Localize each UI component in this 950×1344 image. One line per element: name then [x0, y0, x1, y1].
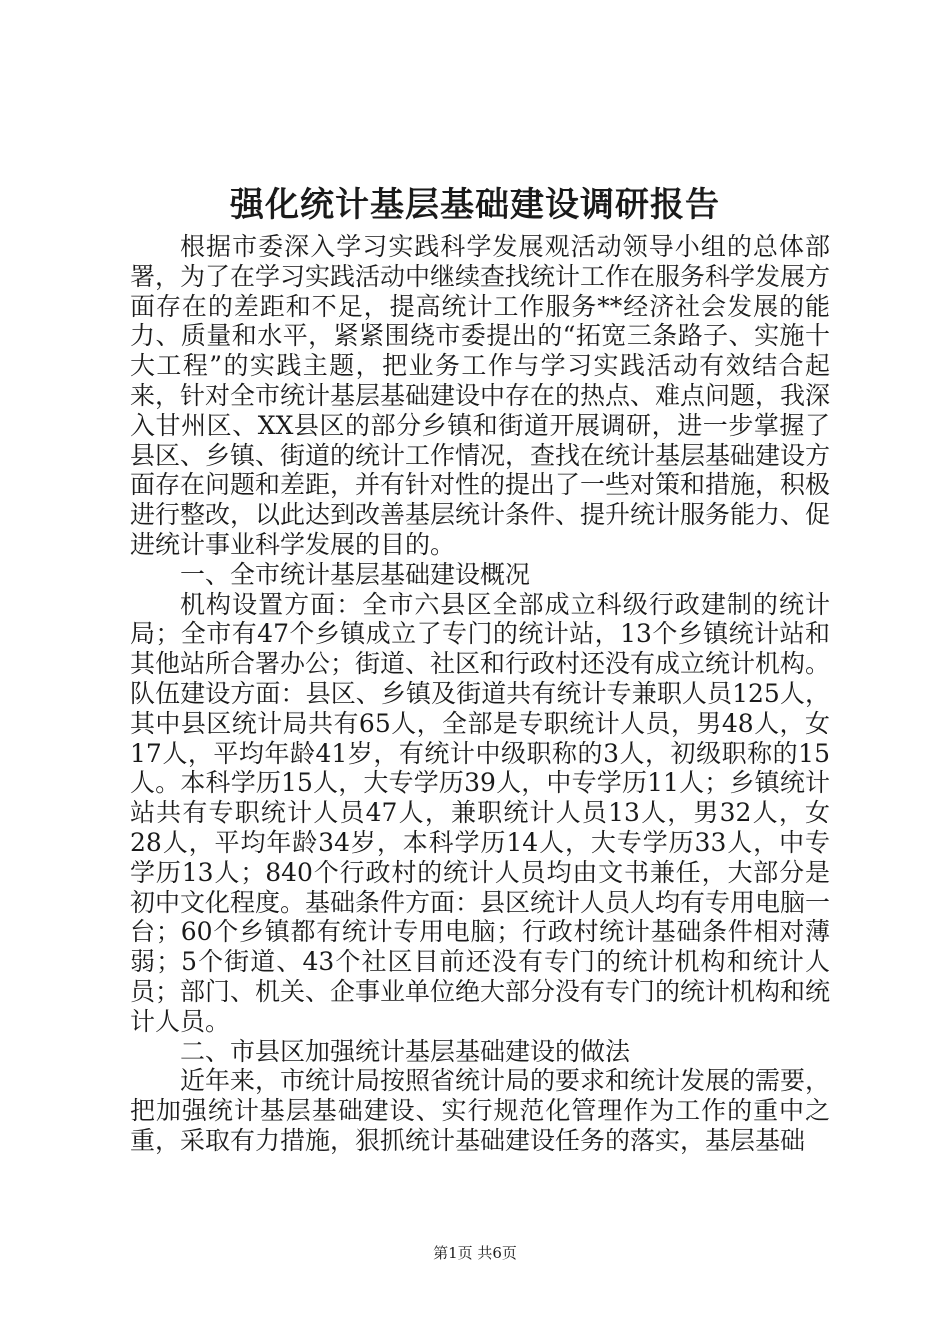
paragraph-measures: 近年来，市统计局按照省统计局的要求和统计发展的需要，把加强统计基层基础建设、实行规范化管理作为工作的重中之重，采取有力措施，狠抓统计基础建设任务的落实，基层基础 — [130, 1066, 831, 1155]
section-heading-2: 二、市县区加强统计基层基础建设的做法 — [180, 1036, 631, 1066]
paragraph-overview: 机构设置方面：全市六县区全部成立科级行政建制的统计局；全市有47个乡镇成立了专门的统计站，13个乡镇统计站和其他站所合署办公；街道、社区和行政村还没有成立统计机构。队伍建设方面：县区、乡镇及街道共有统计专兼职人员125人，其中县区统计局共有65人，全部是专职统计人员，男48人，女17人，平均年龄41岁，有统计中级职称的3人，初级职称的15人。本科学历15人，大专学历39人，中专学历11人；乡镇统计站共有专职统计人员47人，兼职统计人员13人，男32人，女28人，平均年龄34岁，本科学历14人，大专学历33人，中专学历13人；840个行政村的统计人员均由文书兼任，大部分是初中文化程度。基础条件方面：县区统计人员人均有专用电脑一台；60个乡镇都有统计专用电脑；行政村统计基础条件相对薄弱；5个街道、43个社区目前还没有专门的统计机构和统计人员；部门、机关、企事业单位绝大部分没有专门的统计机构和统计人员。 — [130, 589, 831, 1036]
document-body — [130, 232, 830, 1156]
document-title: 强化统计基层基础建设调研报告 — [230, 185, 720, 225]
paragraph-intro: 根据市委深入学习实践科学发展观活动领导小组的总体部署，为了在学习实践活动中继续查找统计工作在服务科学发展方面存在的差距和不足，提高统计工作服务**经济社会发展的能力、质量和水平，紧紧围绕市委提出的“拓宽三条路子、实施十大工程”的实践主题，把业务工作与学习实践活动有效结合起来，针对全市统计基层基础建设中存在的热点、难点问题，我深入甘州区、XX县区的部分乡镇和街道开展调研，进一步掌握了县区、乡镇、街道的统计工作情况，查找在统计基层基础建设方面存在问题和差距，并有针对性的提出了一些对策和措施，积极进行整改，以此达到改善基层统计条件、提升统计服务能力、促进统计事业科学发展的目的。 — [130, 232, 831, 559]
section-heading-1: 一、全市统计基层基础建设概况 — [180, 559, 531, 589]
page-footer: 第1页 共6页 — [433, 1244, 517, 1262]
